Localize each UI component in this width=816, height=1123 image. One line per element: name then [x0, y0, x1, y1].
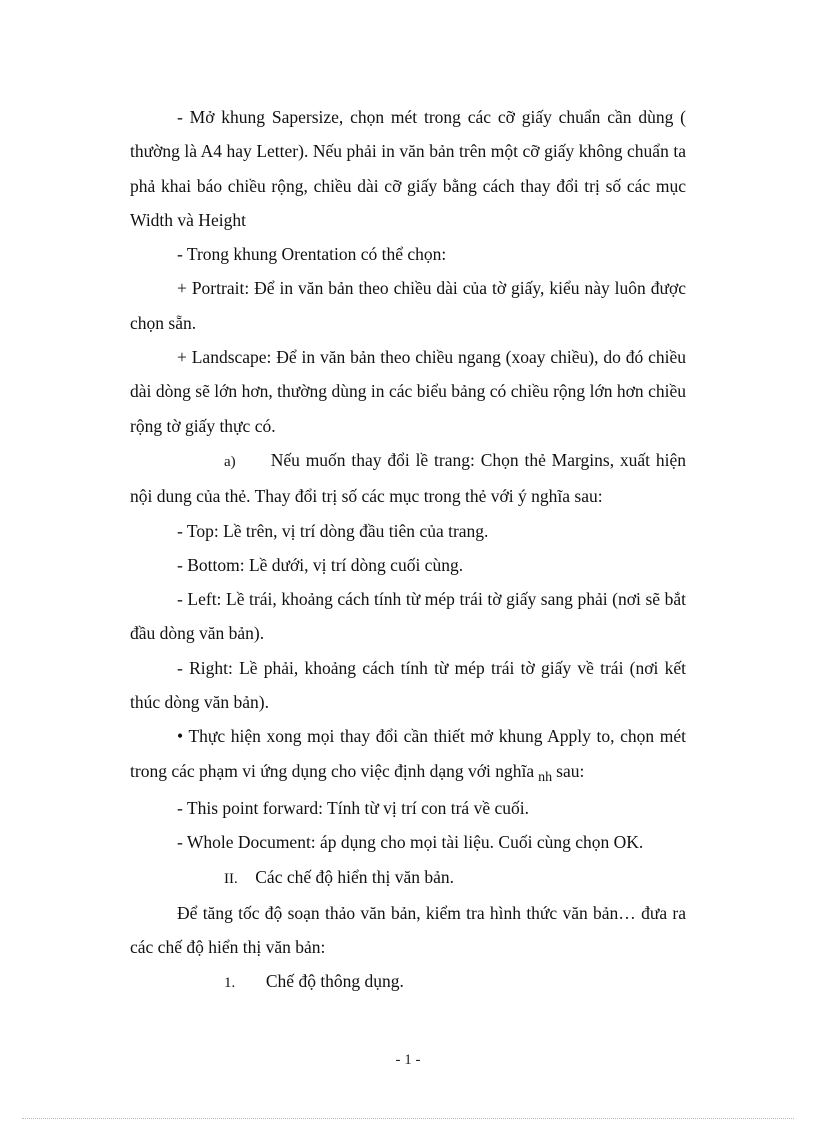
paragraph-bottom: - Bottom: Lề dưới, vị trí dòng cuối cùng. [177, 554, 464, 575]
heading-marker-ii: II. [224, 870, 238, 887]
paragraph-this-point: - This point forward: Tính từ vị trí con trá về cuối. [177, 797, 529, 818]
heading-marker-1: 1. [224, 975, 236, 992]
paragraph-paper-size: - Mở khung Sapersize, chọn mét trong các cỡ giấy chuẩn cần dùng ( thường là A4 hay Letter). Nếu phải in văn bản trên một cỡ giấy không chuẩn ta phả khai báo chiều rộng, chiều dài cỡ giấy bằng cách thay đổi trị số các mục Width và Height [130, 107, 686, 230]
paragraph-margins [130, 443, 686, 514]
heading-display-modes [130, 860, 686, 896]
bullet-icon: • [177, 726, 184, 747]
paragraph-top: - Top: Lề trên, vị trí dòng đầu tiên của trang. [177, 520, 489, 541]
paragraph-left: - Left: Lề trái, khoảng cách tính từ mép trái tờ giấy sang phải (nơi sẽ bắt đầu dòng văn bản). [130, 589, 686, 644]
paragraph-apply-to-fragment: nh [538, 769, 553, 785]
page-bottom-border [22, 1118, 794, 1119]
paragraph-apply-to [130, 719, 686, 791]
heading-normal-mode [130, 964, 686, 1000]
paragraph-right: - Right: Lề phải, khoảng cách tính từ mép trái tờ giấy về trái (nơi kết thúc dòng văn bản). [130, 657, 686, 713]
paragraph-whole-document: - Whole Document: áp dụng cho mọi tài liệu. Cuối cùng chọn OK. [177, 832, 644, 853]
paragraph-portrait: + Portrait: Để in văn bản theo chiều dài của tờ giấy, kiểu này luôn được chọn sẵn. [130, 278, 686, 333]
page-number: - 1 - [395, 1052, 421, 1068]
paragraph-landscape: + Landscape: Để in văn bản theo chiều ngang (xoay chiều), do đó chiều dài dòng sẽ lớn hơn, thường dùng in các biểu bảng có chiều rộng lớn hơn chiều rộng tờ giấy thực có. [130, 347, 686, 436]
heading-normal-mode-text: Chế độ thông dụng. [265, 971, 404, 992]
paragraph-margins-text: Nếu muốn thay đổi lề trang: Chọn thẻ Margins, xuất hiện nội dung của thẻ. Thay đổi trị số các mục trong thẻ với ý nghĩa sau: [130, 449, 687, 507]
heading-display-modes-text: Các chế độ hiển thị văn bản. [255, 866, 455, 887]
paragraph-speed: Để tăng tốc độ soạn thảo văn bản, kiểm tra hình thức văn bản… đưa ra các chế độ hiển thị văn bản: [130, 902, 686, 958]
list-marker-a: a) [224, 453, 236, 470]
paragraph-apply-to-end: sau: [556, 760, 585, 781]
paragraph-orientation: - Trong khung Orentation có thể chọn: [177, 244, 447, 265]
paragraph-apply-to-text: Thực hiện xong mọi thay đổi cần thiết mở khung Apply to, chọn mét trong các phạm vi ứng dụng cho việc định dạng với nghĩa [130, 726, 687, 781]
document-body [130, 100, 686, 1001]
